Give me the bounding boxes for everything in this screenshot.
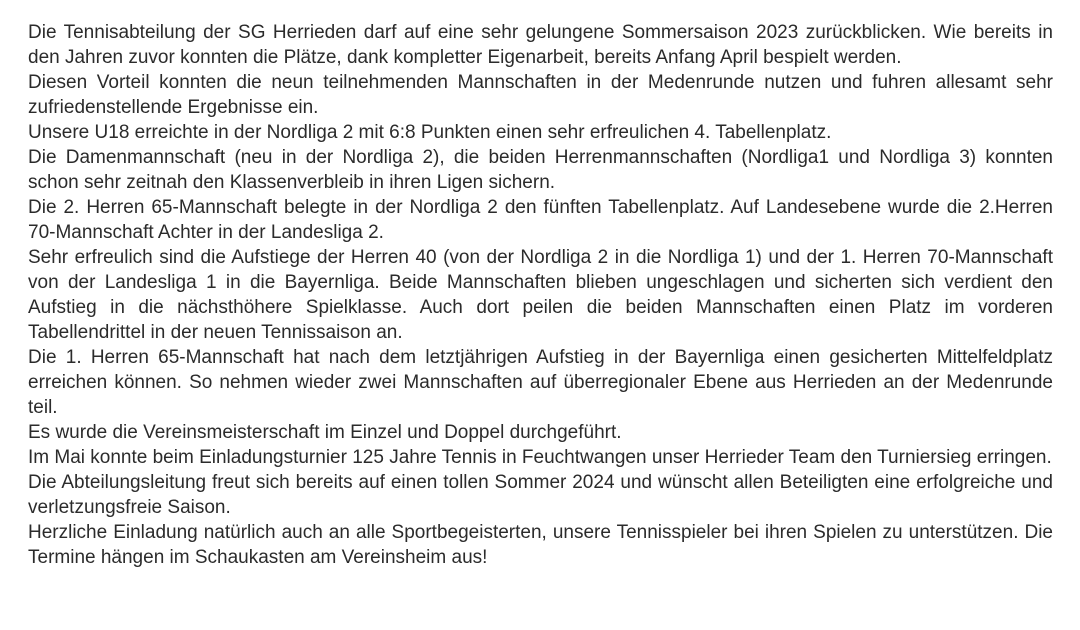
paragraph-herren-65-70: Die 2. Herren 65-Mannschaft belegte in der Nordliga 2 den fünften Tabellenplatz. Auf Landesebene wurde die 2.Herren 70-Mannschaft Achter in der Landesliga 2. xyxy=(28,197,1053,243)
paragraph-ausblick: Die Abteilungsleitung freut sich bereits auf einen tollen Sommer 2024 und wünscht allen Beteiligten eine erfolgreiche und verletzungsfreie Saison. xyxy=(28,472,1053,518)
paragraph-damen-herren: Die Damenmannschaft (neu in der Nordliga 2), die beiden Herrenmannschaften (Nordliga1 und Nordliga 3) konnten schon sehr zeitnah den Klassenverbleib in ihren Ligen sichern. xyxy=(28,147,1053,193)
paragraph-turniersieg: Im Mai konnte beim Einladungsturnier 125 Jahre Tennis in Feuchtwangen unser Herrieder Team den Turniersieg erringen. xyxy=(28,447,1052,468)
paragraph-bayernliga: Die 1. Herren 65-Mannschaft hat nach dem letztjährigen Aufstieg in der Bayernliga einen gesicherten Mittelfeldplatz erreichen können. So nehmen wieder zwei Mannschaften auf überregionaler Ebene aus Herrieden an der Medenrunde teil. xyxy=(28,347,1053,418)
paragraph-medenrunde: Diesen Vorteil konnten die neun teilnehmenden Mannschaften in der Medenrunde nutzen und fuhren allesamt sehr zufriedenstellende Ergebnisse ein. xyxy=(28,72,1053,118)
paragraph-aufstiege: Sehr erfreulich sind die Aufstiege der Herren 40 (von der Nordliga 2 in die Nordliga 1) und der 1. Herren 70-Mannschaft von der Landesliga 1 in die Bayernliga. Beide Mannschaften blieben ungeschlagen und sicherten sich verdient den Aufstieg in die nächsthöhere Spielklasse. Auch dort peilen die beiden Mannschaften einen Platz im vorderen Tabellendrittel in der neuen Tennissaison an. xyxy=(28,247,1053,343)
paragraph-vereinsmeisterschaft: Es wurde die Vereinsmeisterschaft im Einzel und Doppel durchgeführt. xyxy=(28,422,622,443)
paragraph-u18: Unsere U18 erreichte in der Nordliga 2 mit 6:8 Punkten einen sehr erfreulichen 4. Tabellenplatz. xyxy=(28,122,832,143)
paragraph-intro: Die Tennisabteilung der SG Herrieden darf auf eine sehr gelungene Sommersaison 2023 zurückblicken. Wie bereits in den Jahren zuvor konnten die Plätze, dank kompletter Eigenarbeit, bereits Anfang April bespielt werden. xyxy=(28,22,1053,68)
paragraph-einladung: Herzliche Einladung natürlich auch an alle Sportbegeisterten, unsere Tennisspieler bei ihren Spielen zu unterstützen. Die Termine hängen im Schaukasten am Vereinsheim aus! xyxy=(28,522,1053,568)
article-body xyxy=(28,20,1053,570)
